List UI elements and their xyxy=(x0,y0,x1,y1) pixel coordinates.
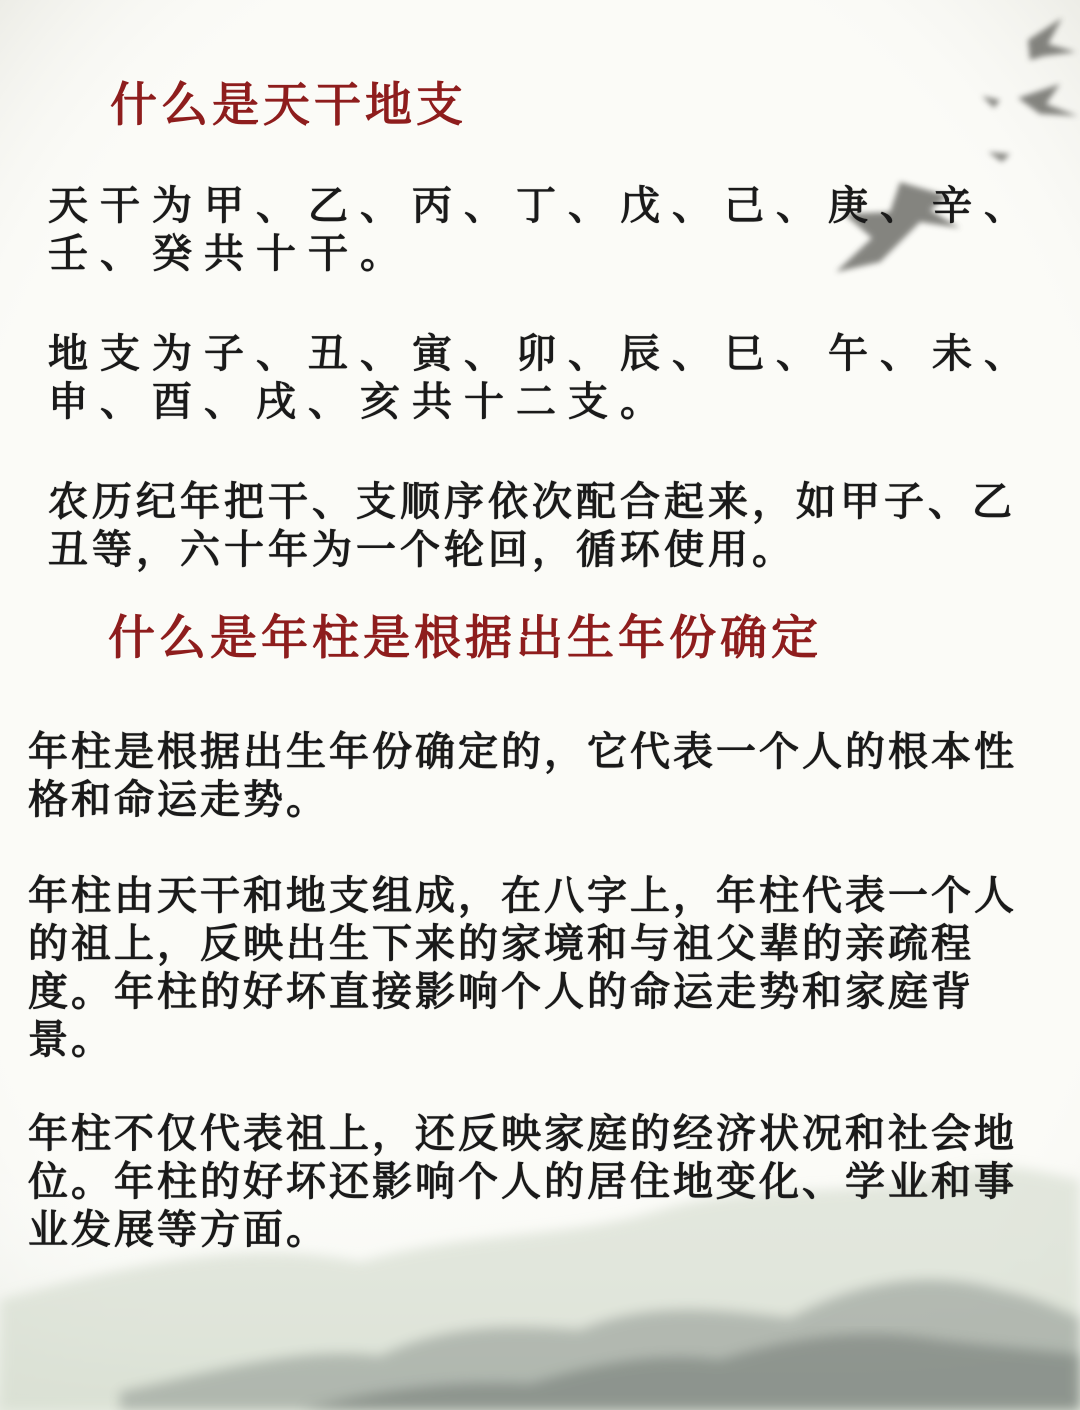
paragraph-nianzhu-composition: 年柱由天干和地支组成，在八字上，年柱代表一个人的祖上，反映出生下来的家境和与祖父辈的亲疏程度。年柱的好坏直接影响个人的命运走势和家庭背景。 xyxy=(28,872,1017,1063)
paragraph-nianzhu-definition: 年柱是根据出生年份确定的，它代表一个人的根本性格和命运走势。 xyxy=(28,728,1017,823)
paragraph-nianzhu-family-status: 年柱不仅代表祖上，还反映家庭的经济状况和社会地位。年柱的好坏还影响个人的居住地变化、学业和事业发展等方面。 xyxy=(28,1110,1017,1253)
section-title-tiangan-dizhi: 什么是天干地支 xyxy=(110,78,467,133)
paragraph-dizhi: 地支为子、丑、寅、卯、辰、巳、午、未、申、酉、戌、亥共十二支。 xyxy=(48,330,1036,425)
paragraph-lunar-calendar: 农历纪年把干、支顺序依次配合起来，如甲子、乙丑等，六十年为一个轮回，循环使用。 xyxy=(48,478,1016,573)
paragraph-tiangan: 天干为甲、乙、丙、丁、戊、己、庚、辛、壬、癸共十干。 xyxy=(48,182,1036,277)
section-title-nianzhu: 什么是年柱是根据出生年份确定 xyxy=(108,611,822,666)
